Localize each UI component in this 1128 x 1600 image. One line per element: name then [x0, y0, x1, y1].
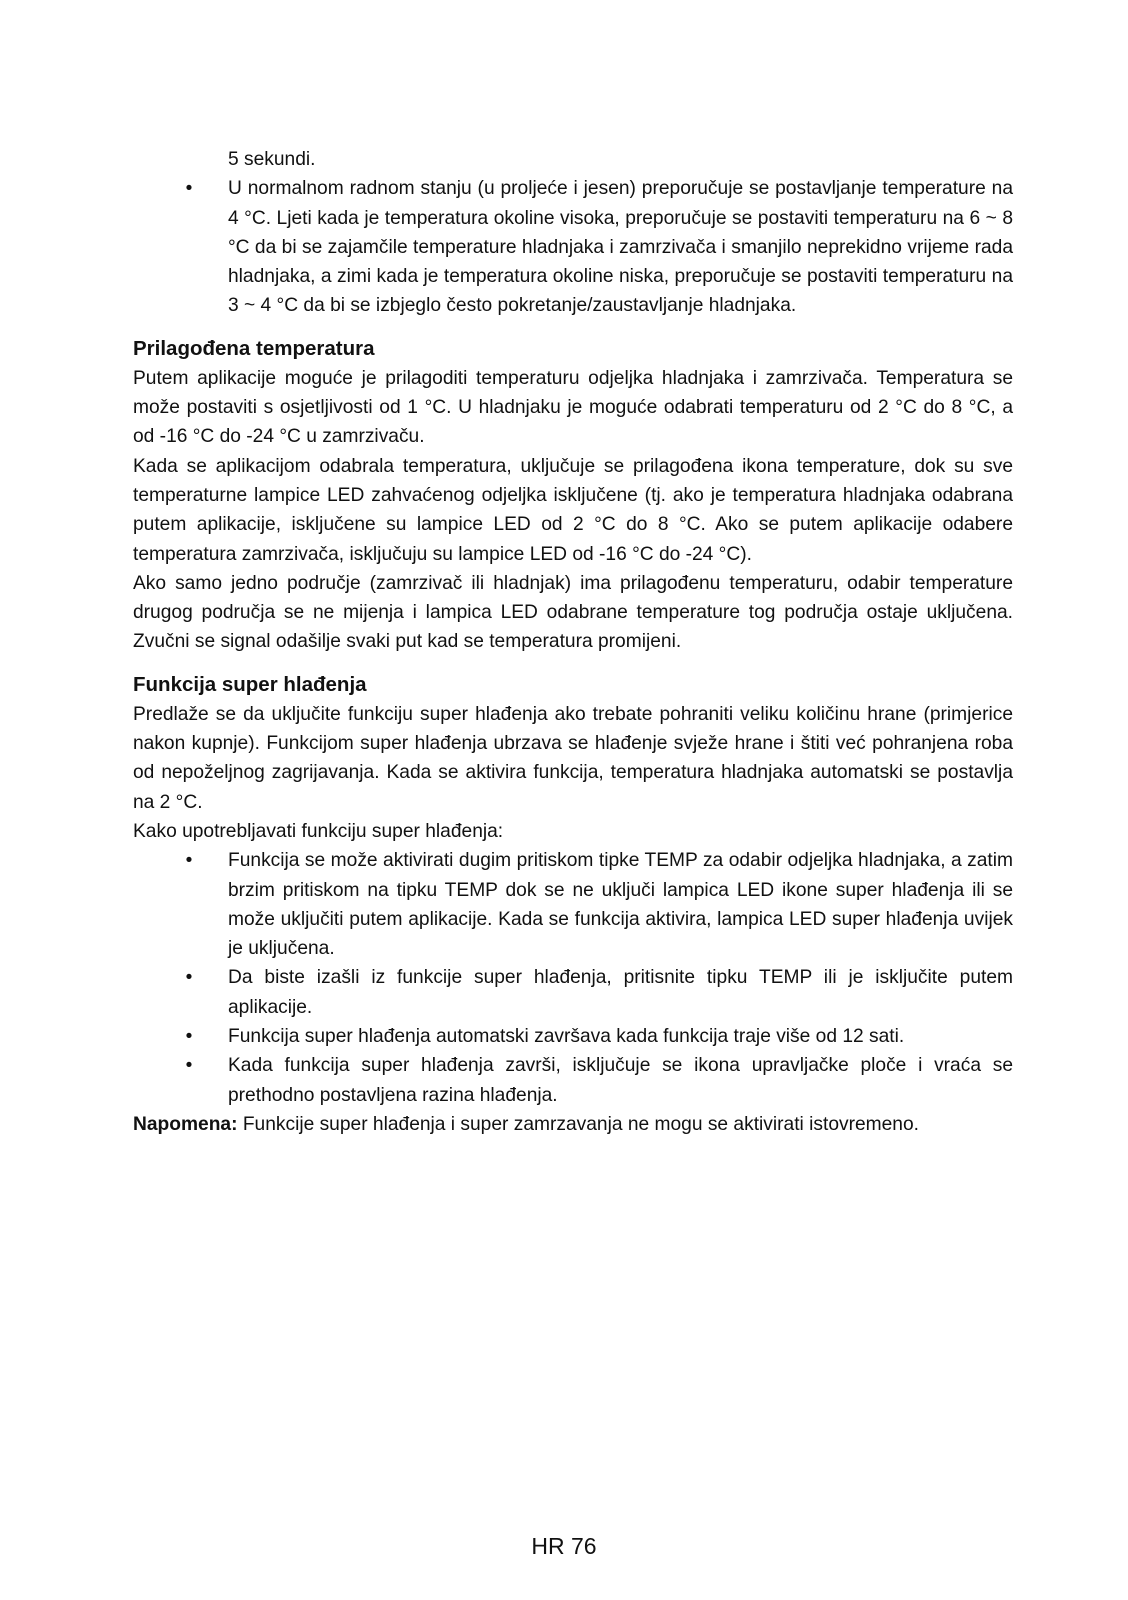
paragraph: Kada se aplikacijom odabrala temperatura, uključuje se prilagođena ikona temperature, dok su sve temperaturne lampice LED zahvaćenog odjeljka isključene (tj. ako je temperatura hladnjaka odabrana putem aplikacije, isključene su lampice LED od 2 °C do 8 °C. Ako se putem aplikacije odabere temperatura zamrzivača, isključuju su lampice LED od -16 °C do -24 °C). — [133, 455, 1013, 565]
page-number: HR 76 — [531, 1533, 597, 1559]
bullet-icon: • — [185, 850, 193, 872]
list-item — [133, 174, 1013, 320]
top-bullet-list — [133, 174, 1013, 320]
bullet-icon: • — [185, 178, 193, 200]
list-item-text: Kada funkcija super hlađenja završi, isključuje se ikona upravljačke ploče i vraća se prethodno postavljena razina hlađenja. — [228, 1055, 1013, 1106]
paragraph: Kako upotrebljavati funkciju super hlađenja: — [133, 820, 504, 842]
list-item — [133, 1022, 1013, 1051]
bullet-icon: • — [185, 1055, 193, 1077]
list-item-text: Da biste izašli iz funkcije super hlađenja, pritisnite tipku TEMP ili je isključite putem aplikacije. — [228, 967, 1013, 1018]
note-text: Funkcije super hlađenja i super zamrzavanja ne mogu se aktivirati istovremeno. — [237, 1113, 919, 1135]
paragraph: Putem aplikacije moguće je prilagoditi temperaturu odjeljka hladnjaka i zamrzivača. Temperatura se može postaviti s osjetljivosti od 1 °C. U hladnjaku je moguće odabrati temperaturu od 2 °C do 8 °C, a od -16 °C do -24 °C u zamrzivaču. — [133, 367, 1013, 448]
super-cooling-bullet-list — [133, 846, 1013, 1110]
list-item-text: Funkcija super hlađenja automatski završava kada funkcija traje više od 12 sati. — [228, 1026, 905, 1048]
continuation-text: 5 sekundi. — [228, 149, 316, 170]
list-item — [133, 846, 1013, 963]
list-item-text: Funkcija se može aktivirati dugim pritiskom tipke TEMP za odabir odjeljka hladnjaka, a zatim brzim pritiskom na tipku TEMP dok se ne uključi lampica LED ikone super hlađenja ili se može uključiti putem aplikacije. Kada se funkcija aktivira, lampica LED super hlađenja uvijek je uključena. — [228, 850, 1013, 960]
section-heading-super-cooling: Funkcija super hlađenja — [133, 672, 367, 696]
document-page — [133, 145, 1013, 1139]
list-item — [133, 1051, 1013, 1110]
note-paragraph — [133, 1110, 1013, 1139]
bullet-icon: • — [185, 967, 193, 989]
list-item — [133, 963, 1013, 1022]
paragraph: Predlaže se da uključite funkciju super hlađenja ako trebate pohraniti veliku količinu hrane (primjerice nakon kupnje). Funkcijom super hlađenja ubrzava se hlađenje svježe hrane i štiti već pohranjena roba od nepoželjnog zagrijavanja. Kada se aktivira funkcija, temperatura hladnjaka automatski se postavlja na 2 °C. — [133, 703, 1013, 813]
list-item-text: U normalnom radnom stanju (u proljeće i jesen) preporučuje se postavljanje temperature na 4 °C. Ljeti kada je temperatura okoline visoka, preporučuje se postaviti temperaturu na 6 ~ 8 °C da bi se zajamčile temperature hladnjaka i zamrzivača i smanjilo neprekidno vrijeme rada hladnjaka, a zimi kada je temperatura okoline niska, preporučuje se postaviti temperaturu na 3 ~ 4 °C da bi se izbjeglo često pokretanje/zaustavljanje hladnjaka. — [228, 178, 1013, 317]
paragraph: Ako samo jedno područje (zamrzivač ili hladnjak) ima prilagođenu temperaturu, odabir temperature drugog područja se ne mijenja i lampica LED odabrane temperature tog područja ostaje uključena. Zvučni se signal odašilje svaki put kad se temperatura promijeni. — [133, 572, 1013, 653]
note-label: Napomena: — [133, 1113, 238, 1135]
section-heading-custom-temperature: Prilagođena temperatura — [133, 336, 375, 360]
bullet-icon: • — [185, 1026, 193, 1048]
